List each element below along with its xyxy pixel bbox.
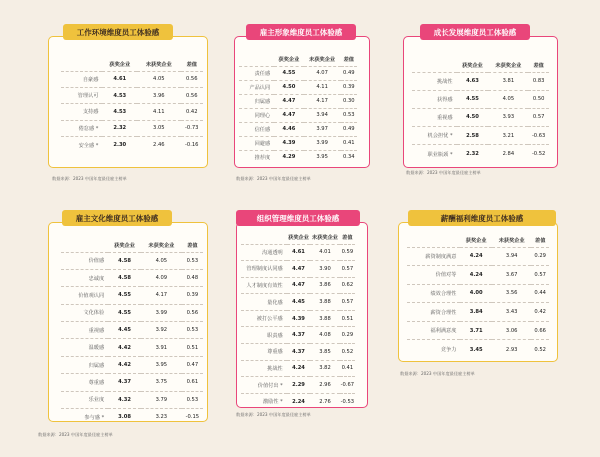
header-blank <box>61 240 108 252</box>
diff-value: 0.83 <box>528 72 549 90</box>
diff-value: 0.53 <box>341 108 357 122</box>
row-label: 安全感 * <box>61 137 102 153</box>
table-row <box>407 247 549 266</box>
table-row <box>61 137 203 153</box>
non-winner-value: 2.46 <box>137 137 180 153</box>
non-winner-value: 4.05 <box>137 71 180 87</box>
column-header-diff: 差值 <box>186 62 197 69</box>
non-winner-value: 3.88 <box>310 294 339 311</box>
table-row <box>407 321 549 340</box>
row-label: 重视感 <box>412 108 457 126</box>
diff-value: 0.53 <box>182 322 203 339</box>
column-header-non-winner: 未获奖企业 <box>498 238 525 245</box>
row-label: 价值对等 <box>407 266 460 285</box>
table-row <box>61 252 203 269</box>
column-header-diff: 差值 <box>535 238 546 245</box>
score-table <box>239 54 357 164</box>
table-row <box>412 72 549 90</box>
table-row <box>241 393 355 410</box>
winner-value: 4.50 <box>274 80 304 94</box>
winner-value: 4.47 <box>274 108 304 122</box>
row-label: 挑战性 <box>241 360 287 377</box>
winner-value: 4.47 <box>287 261 311 278</box>
diff-value: 0.29 <box>531 247 549 266</box>
diff-value: -0.52 <box>528 145 549 163</box>
non-winner-value: 3.96 <box>137 87 180 103</box>
row-label: 忠诚度 <box>61 269 108 286</box>
winner-value: 4.42 <box>108 356 141 373</box>
row-label: 倦怠感 * <box>61 120 102 136</box>
non-winner-value: 4.01 <box>310 244 339 261</box>
winner-value: 4.50 <box>457 108 489 126</box>
diff-value: 0.53 <box>182 391 203 408</box>
table-row <box>239 136 357 150</box>
column-header-winner: 获奖企业 <box>109 62 131 69</box>
non-winner-value: 3.82 <box>310 360 339 377</box>
table-row <box>61 391 203 408</box>
non-winner-value: 3.93 <box>488 108 528 126</box>
winner-value: 4.24 <box>287 360 311 377</box>
column-header-non-winner: 未获奖企业 <box>145 62 172 69</box>
diff-value: 0.53 <box>182 252 203 269</box>
row-label: 获得感 <box>412 90 457 108</box>
row-label: 文化体验 <box>61 304 108 321</box>
non-winner-value: 3.05 <box>137 120 180 136</box>
row-label: 重视感 <box>61 322 108 339</box>
row-label: 薪资合理性 <box>407 303 460 322</box>
row-label: 人才制度有效性 <box>241 277 287 294</box>
row-label: 被打公平感 <box>241 310 287 327</box>
column-header-diff: 差值 <box>533 63 544 70</box>
winner-value: 2.30 <box>102 137 137 153</box>
diff-value: 0.44 <box>531 284 549 303</box>
diff-value: 0.52 <box>340 344 355 361</box>
column-header-winner: 获奖企业 <box>288 235 309 242</box>
winner-value: 2.32 <box>102 120 137 136</box>
non-winner-value: 3.79 <box>141 391 182 408</box>
row-label: 价值观认同 <box>61 287 108 304</box>
table-row <box>412 145 549 163</box>
diff-value: 0.52 <box>531 340 549 359</box>
diff-value: -0.67 <box>340 377 355 394</box>
non-winner-value: 3.21 <box>488 127 528 145</box>
diff-value: 0.57 <box>531 266 549 285</box>
column-header-non-winner: 未获奖企业 <box>495 63 522 70</box>
winner-value: 4.53 <box>102 87 137 103</box>
row-label: 温暖感 <box>61 339 108 356</box>
row-label: 归属感 <box>61 356 108 373</box>
row-label: 产品认同 <box>239 80 274 94</box>
non-winner-value: 3.99 <box>141 304 182 321</box>
score-table <box>241 232 355 410</box>
non-winner-value: 3.81 <box>488 72 528 90</box>
table-row <box>241 277 355 294</box>
table-row <box>239 150 357 164</box>
row-label: 量化感 <box>241 294 287 311</box>
winner-value: 4.53 <box>102 104 137 120</box>
non-winner-value: 3.91 <box>141 339 182 356</box>
column-header-diff: 差值 <box>187 243 198 250</box>
table-row <box>61 339 203 356</box>
table-card <box>236 222 368 408</box>
diff-value: 0.49 <box>341 66 357 80</box>
winner-value: 4.32 <box>108 391 141 408</box>
winner-value: 4.63 <box>457 72 489 90</box>
row-label: 职责感 <box>241 327 287 344</box>
table-row <box>61 120 203 136</box>
winner-value: 4.55 <box>274 66 304 80</box>
diff-value: 0.57 <box>340 261 355 278</box>
panel-title: 组织管理维度员工体验感 <box>236 210 360 226</box>
winner-value: 4.37 <box>108 374 141 391</box>
non-winner-value: 3.94 <box>304 108 341 122</box>
row-label: 价值感 <box>61 252 108 269</box>
row-label: 推荐度 <box>239 150 274 164</box>
diff-value: 0.39 <box>341 80 357 94</box>
non-winner-value: 4.17 <box>141 287 182 304</box>
data-source-note: 数据来源：2023 中国年度最佳雇主榜单 <box>236 176 311 181</box>
non-winner-value: 3.43 <box>492 303 531 322</box>
diff-value: 0.56 <box>181 87 203 103</box>
non-winner-value: 3.67 <box>492 266 531 285</box>
table-row <box>241 310 355 327</box>
table-card <box>48 222 208 422</box>
diff-value: 0.49 <box>341 122 357 136</box>
winner-value: 4.00 <box>460 284 492 303</box>
non-winner-value: 2.93 <box>492 340 531 359</box>
winner-value: 2.29 <box>287 377 311 394</box>
row-label: 职业瓶颈 * <box>412 145 457 163</box>
diff-value: -0.53 <box>340 393 355 410</box>
non-winner-value: 3.99 <box>304 136 341 150</box>
column-header-winner: 获奖企业 <box>462 63 483 70</box>
data-source-note: 数据来源：2023 中国年度最佳雇主榜单 <box>52 176 127 181</box>
non-winner-value: 3.75 <box>141 374 182 391</box>
table-row <box>407 303 549 322</box>
row-label: 尊重感 <box>241 344 287 361</box>
table-row <box>241 360 355 377</box>
non-winner-value: 3.95 <box>141 356 182 373</box>
row-label: 支持感 <box>61 104 102 120</box>
column-header-non-winner: 未获奖企业 <box>312 235 338 242</box>
winner-value: 2.32 <box>457 145 489 163</box>
non-winner-value: 2.96 <box>310 377 339 394</box>
table-row <box>407 284 549 303</box>
row-label: 信任感 <box>239 122 274 136</box>
diff-value: 0.62 <box>340 277 355 294</box>
table-row <box>239 108 357 122</box>
non-winner-value: 4.17 <box>304 94 341 108</box>
diff-value: 0.50 <box>528 90 549 108</box>
row-label: 沟通透明 <box>241 244 287 261</box>
non-winner-value: 2.84 <box>488 145 528 163</box>
winner-value: 4.55 <box>457 90 489 108</box>
row-label: 激励性 * <box>241 393 287 410</box>
table-row <box>61 87 203 103</box>
table-row <box>61 71 203 87</box>
non-winner-value: 4.11 <box>304 80 341 94</box>
table-card <box>403 36 558 168</box>
column-header-winner: 获奖企业 <box>114 243 135 250</box>
table-row <box>407 266 549 285</box>
diff-value: 0.61 <box>182 374 203 391</box>
row-label: 自豪感 <box>61 71 102 87</box>
diff-value: 0.59 <box>340 244 355 261</box>
diff-value: 0.56 <box>182 304 203 321</box>
diff-value: 0.51 <box>182 339 203 356</box>
winner-value: 4.29 <box>274 150 304 164</box>
diff-value: 0.34 <box>341 150 357 164</box>
header-blank <box>61 59 102 71</box>
winner-value: 2.24 <box>287 393 311 410</box>
non-winner-value: 2.76 <box>310 393 339 410</box>
table-row <box>61 374 203 391</box>
row-label: 福利满意度 <box>407 321 460 340</box>
row-label: 价值付出 * <box>241 377 287 394</box>
winner-value: 4.55 <box>108 304 141 321</box>
diff-value: -0.63 <box>528 127 549 145</box>
diff-value: 0.48 <box>182 269 203 286</box>
diff-value: 0.30 <box>341 94 357 108</box>
row-label: 管理制度认同感 <box>241 261 287 278</box>
non-winner-value: 3.86 <box>310 277 339 294</box>
row-label: 绩效合理性 <box>407 284 460 303</box>
panel-title: 薪酬福利维度员工体验感 <box>408 210 556 226</box>
non-winner-value: 3.23 <box>141 409 182 426</box>
non-winner-value: 4.07 <box>304 66 341 80</box>
table-row <box>239 66 357 80</box>
column-header-winner: 获奖企业 <box>465 238 487 245</box>
score-table <box>407 235 549 359</box>
winner-value: 4.37 <box>287 327 311 344</box>
non-winner-value: 3.97 <box>304 122 341 136</box>
table-row <box>61 322 203 339</box>
diff-value: 0.47 <box>182 356 203 373</box>
row-label: 薪资制度满意 <box>407 247 460 266</box>
row-label: 机会担忧 * <box>412 127 457 145</box>
column-header-diff: 差值 <box>343 57 354 64</box>
table-row <box>61 104 203 120</box>
panel-title: 雇主形象维度员工体验感 <box>246 24 356 40</box>
row-label: 参与感 * <box>61 409 108 426</box>
column-header-diff: 差值 <box>342 235 353 242</box>
non-winner-value: 3.94 <box>492 247 531 266</box>
score-table <box>412 60 549 163</box>
column-header-non-winner: 未获奖企业 <box>309 57 336 64</box>
non-winner-value: 3.85 <box>310 344 339 361</box>
table-row <box>241 244 355 261</box>
panel-title: 雇主文化维度员工体验感 <box>62 210 172 226</box>
non-winner-value: 3.90 <box>310 261 339 278</box>
winner-value: 3.08 <box>108 409 141 426</box>
diff-value: 0.51 <box>340 310 355 327</box>
diff-value: -0.73 <box>181 120 203 136</box>
diff-value: 0.42 <box>181 104 203 120</box>
table-card <box>398 222 558 362</box>
row-label: 管理认可 <box>61 87 102 103</box>
table-card <box>234 36 370 168</box>
panel-title: 工作环境维度员工体验感 <box>63 24 173 40</box>
winner-value: 4.47 <box>287 277 311 294</box>
non-winner-value: 3.92 <box>141 322 182 339</box>
winner-value: 4.24 <box>460 247 492 266</box>
winner-value: 3.71 <box>460 321 492 340</box>
table-row <box>407 340 549 359</box>
table-row <box>61 269 203 286</box>
winner-value: 4.47 <box>274 94 304 108</box>
table-row <box>241 294 355 311</box>
table-card <box>48 36 208 168</box>
winner-value: 4.55 <box>108 287 141 304</box>
header-blank <box>412 60 457 72</box>
winner-value: 4.37 <box>287 344 311 361</box>
non-winner-value: 3.95 <box>304 150 341 164</box>
data-source-note: 数据来源：2023 中国年度最佳雇主榜单 <box>400 371 475 376</box>
table-row <box>61 287 203 304</box>
winner-value: 4.61 <box>287 244 311 261</box>
table-row <box>61 304 203 321</box>
winner-value: 4.39 <box>287 310 311 327</box>
diff-value: -0.15 <box>182 409 203 426</box>
header-blank <box>241 232 287 244</box>
non-winner-value: 3.88 <box>310 310 339 327</box>
non-winner-value: 4.08 <box>310 327 339 344</box>
non-winner-value: 4.05 <box>141 252 182 269</box>
table-row <box>61 356 203 373</box>
winner-value: 3.45 <box>460 340 492 359</box>
data-source-note: 数据来源：2023 中国年度最佳雇主榜单 <box>38 432 113 437</box>
table-row <box>412 108 549 126</box>
diff-value: -0.16 <box>181 137 203 153</box>
header-blank <box>239 54 274 66</box>
winner-value: 4.58 <box>108 269 141 286</box>
table-row <box>241 344 355 361</box>
row-label: 尊重感 <box>61 374 108 391</box>
table-row <box>61 409 203 426</box>
score-table <box>61 59 203 153</box>
non-winner-value: 3.56 <box>492 284 531 303</box>
winner-value: 4.45 <box>287 294 311 311</box>
column-header-winner: 获奖企业 <box>278 57 300 64</box>
table-row <box>239 94 357 108</box>
diff-value: 0.39 <box>182 287 203 304</box>
row-label: 竞争力 <box>407 340 460 359</box>
winner-value: 2.58 <box>457 127 489 145</box>
row-label: 归属感 <box>239 94 274 108</box>
diff-value: 0.42 <box>531 303 549 322</box>
winner-value: 4.42 <box>108 339 141 356</box>
row-label: 回避感 <box>239 136 274 150</box>
diff-value: 0.56 <box>181 71 203 87</box>
column-header-non-winner: 未获奖企业 <box>148 243 175 250</box>
diff-value: 0.57 <box>528 108 549 126</box>
table-row <box>241 327 355 344</box>
diff-value: 0.57 <box>340 294 355 311</box>
winner-value: 4.24 <box>460 266 492 285</box>
row-label: 责任感 <box>239 66 274 80</box>
table-row <box>241 261 355 278</box>
header-blank <box>407 235 460 247</box>
winner-value: 4.39 <box>274 136 304 150</box>
non-winner-value: 3.06 <box>492 321 531 340</box>
row-label: 挑战性 <box>412 72 457 90</box>
table-row <box>239 80 357 94</box>
non-winner-value: 4.05 <box>488 90 528 108</box>
non-winner-value: 4.09 <box>141 269 182 286</box>
table-row <box>239 122 357 136</box>
row-label: 同理心 <box>239 108 274 122</box>
winner-value: 4.61 <box>102 71 137 87</box>
diff-value: 0.41 <box>340 360 355 377</box>
winner-value: 3.84 <box>460 303 492 322</box>
diff-value: 0.41 <box>341 136 357 150</box>
table-row <box>241 377 355 394</box>
diff-value: 0.29 <box>340 327 355 344</box>
table-row <box>412 127 549 145</box>
winner-value: 4.58 <box>108 252 141 269</box>
panel-title: 成长发展维度员工体验感 <box>420 24 530 40</box>
non-winner-value: 4.11 <box>137 104 180 120</box>
row-label: 乐业度 <box>61 391 108 408</box>
score-table <box>61 240 203 426</box>
winner-value: 4.45 <box>108 322 141 339</box>
data-source-note: 数据来源：2023 中国年度最佳雇主榜单 <box>236 412 311 417</box>
data-source-note: 数据来源：2023 中国年度最佳雇主榜单 <box>406 170 481 175</box>
table-row <box>412 90 549 108</box>
winner-value: 4.46 <box>274 122 304 136</box>
diff-value: 0.66 <box>531 321 549 340</box>
